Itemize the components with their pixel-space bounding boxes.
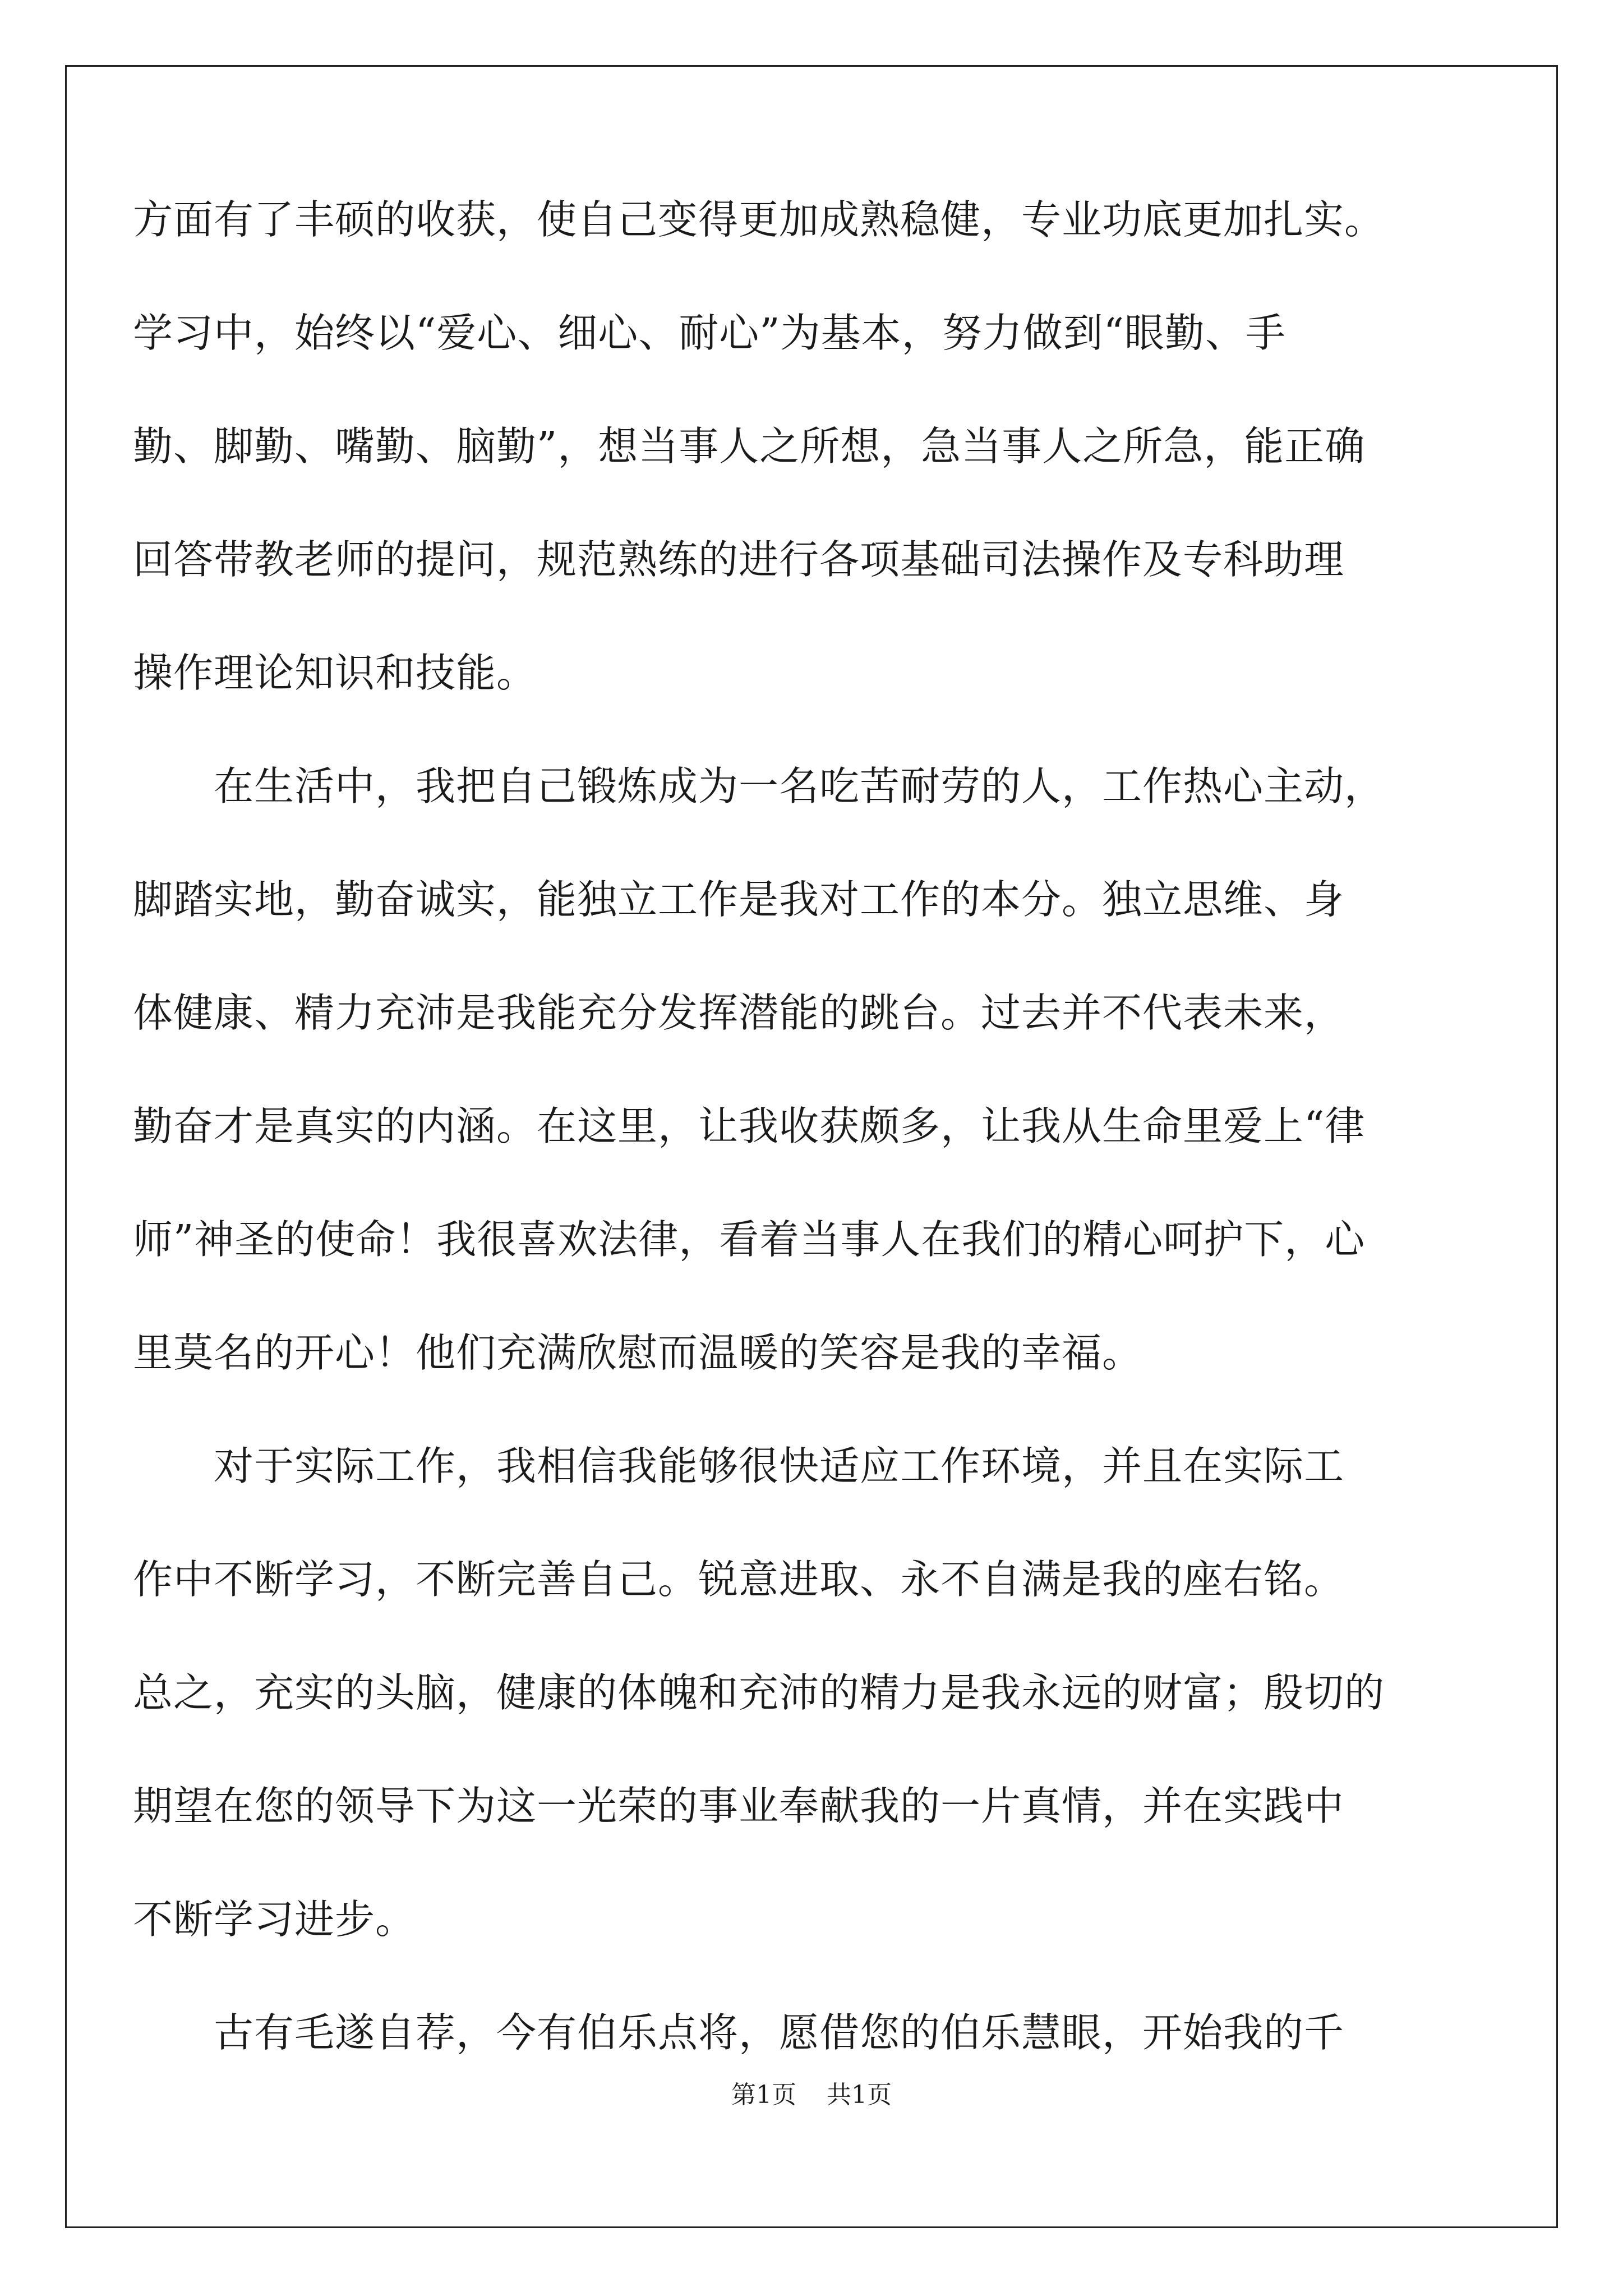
text-line: 脚踏实地，勤奋诚实，能独立工作是我对工作的本分。独立思维、身 xyxy=(133,876,1345,923)
document-body xyxy=(133,186,1490,2113)
page-total: 共1页 xyxy=(827,2081,892,2109)
text-line: 勤奋才是真实的内涵。在这里，让我收获颇多，让我从生命里爱上“律 xyxy=(133,1103,1366,1149)
text-line: 方面有了丰硕的收获，使自己变得更加成熟稳健，专业功底更加扎实。 xyxy=(133,196,1385,243)
text-line: 对于实际工作，我相信我能够很快适应工作环境，并且在实际工 xyxy=(133,1443,1345,1489)
text-line: 回答带教老师的提问，规范熟练的进行各项基础司法操作及专科助理 xyxy=(133,536,1345,583)
text-line: 体健康、精力充沛是我能充分发挥潜能的跳台。过去并不代表未来， xyxy=(133,990,1345,1036)
page-number: 第1页 xyxy=(731,2081,796,2109)
text-line: 学习中，始终以“爱心、细心、耐心”为基本，努力做到“眼勤、手 xyxy=(133,310,1286,356)
text-line: 勤、脚勤、嘴勤、脑勤”，想当事人之所想，急当事人之所急，能正确 xyxy=(133,423,1366,470)
text-line: 总之，充实的头脑，健康的体魄和充沛的精力是我永远的财富；殷切的 xyxy=(133,1669,1385,1716)
text-line: 师”神圣的使命！我很喜欢法律，看着当事人在我们的精心呵护下，心 xyxy=(133,1216,1366,1263)
page-footer xyxy=(0,2078,1623,2112)
text-line: 里莫名的开心！他们充满欣慰而温暖的笑容是我的幸福。 xyxy=(133,1329,1143,1376)
text-line: 操作理论知识和技能。 xyxy=(133,650,537,696)
text-line: 古有毛遂自荐，今有伯乐点将，愿借您的伯乐慧眼，开始我的千 xyxy=(133,2009,1345,2056)
text-line: 不断学习进步。 xyxy=(133,1896,416,1943)
text-line: 作中不断学习，不断完善自己。锐意进取、永不自满是我的座右铭。 xyxy=(133,1556,1345,1603)
text-line: 期望在您的领导下为这一光荣的事业奉献我的一片真情，并在实践中 xyxy=(133,1783,1345,1829)
text-line: 在生活中，我把自己锻炼成为一名吃苦耐劳的人，工作热心主动， xyxy=(133,763,1385,809)
